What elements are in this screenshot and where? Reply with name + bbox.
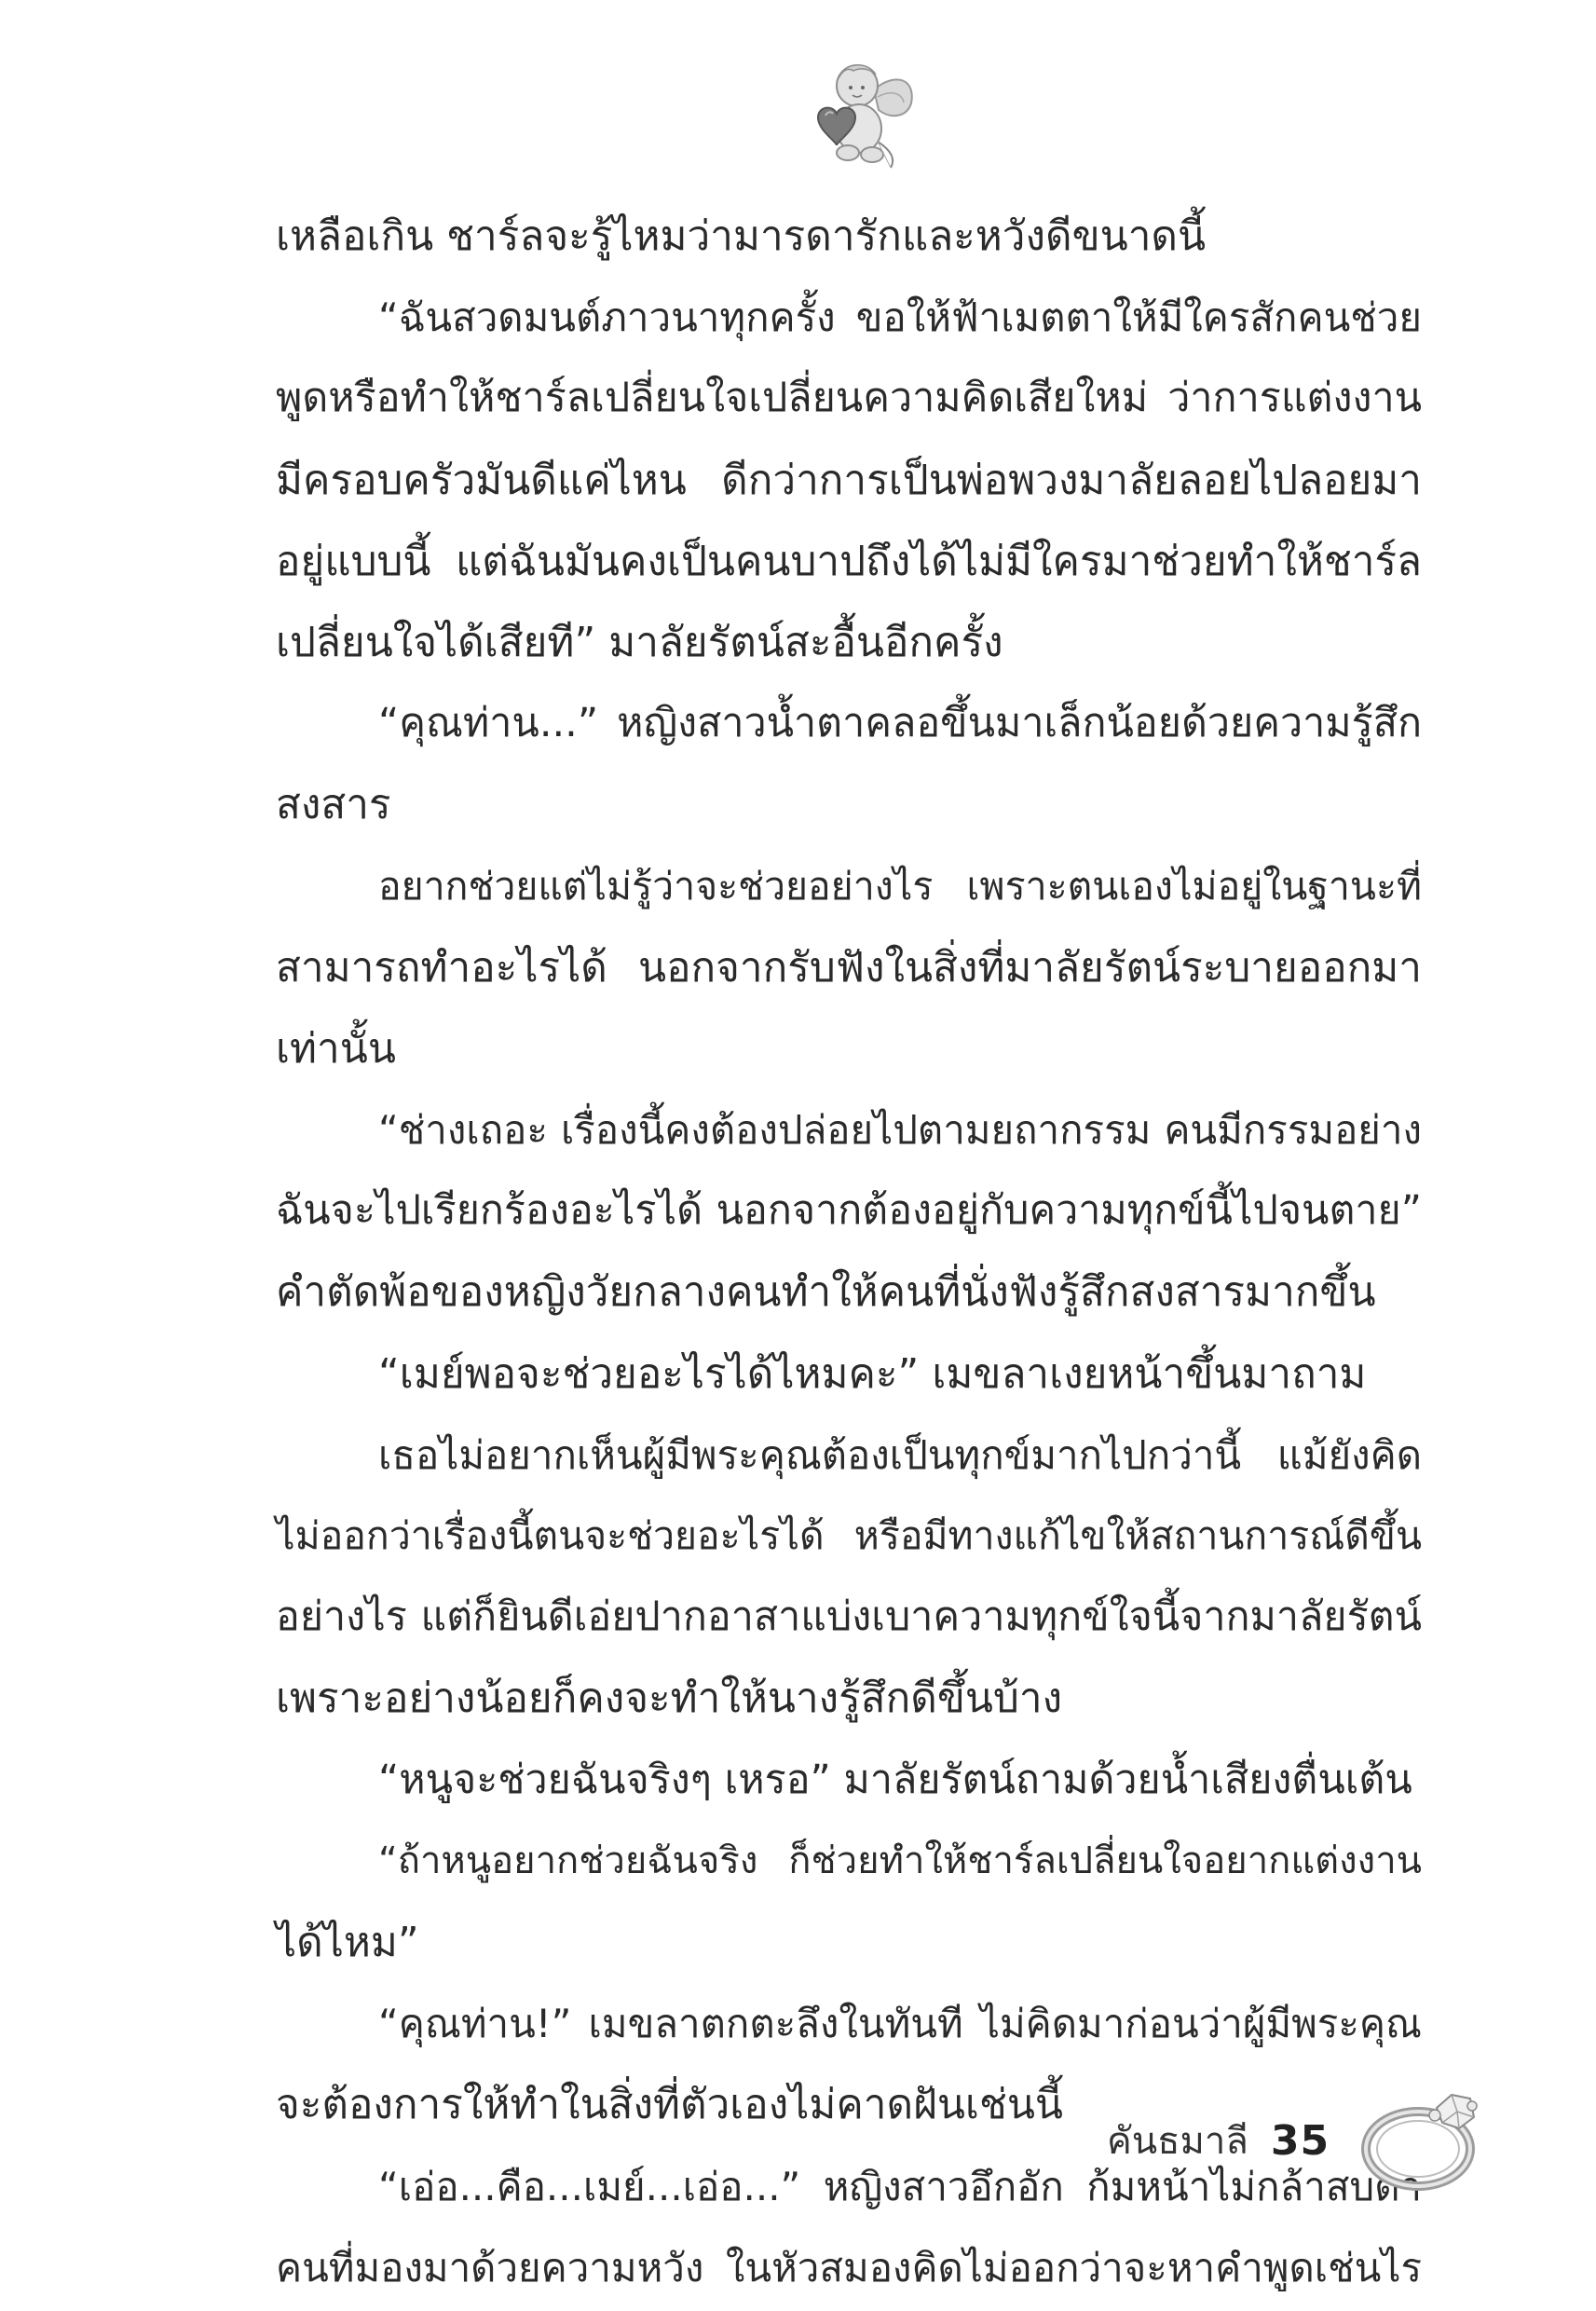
text-line: คำตัดพ้อของหญิงวัยกลางคนทำให้คนที่นั่งฟังรู้สึกสงสารมากขึ้น [276,1268,1376,1317]
text-line: เหลือเกิน ชาร์ลจะรู้ไหมว่ามารดารักและหวังดีขนาดนี้ [276,212,1207,260]
text-line: สงสาร [276,781,391,829]
text-line: อยู่แบบนี้ แต่ฉันมันคงเป็นคนบาปถึงได้ไม่มีใครมาช่วยทำให้ชาร์ล [276,537,1422,585]
text-line: อย่างไร แต่ก็ยินดีเอ่ยปากอาสาแบ่งเบาความทุกข์ใจนี้จากมาลัยรัตน์ [276,1593,1422,1641]
text-line: “คุณท่าน...” หญิงสาวน้ำตาคลอขึ้นมาเล็กน้อยด้วยความรู้สึก [378,700,1422,747]
text-line: มีครอบครัวมันดีแค่ไหน ดีกว่าการเป็นพ่อพวงมาลัยลอยไปลอยมา [276,456,1422,504]
text-line: “คุณท่าน!” เมขลาตกตะลึงในทันที ไม่คิดมาก่อนว่าผู้มีพระคุณ [378,2001,1422,2047]
text-line: เพราะอย่างน้อยก็คงจะทำให้นางรู้สึกดีขึ้นบ้าง [276,1675,1063,1723]
text-line: ไม่ออกว่าเรื่องนี้ตนจะช่วยอะไรได้ หรือมีทางแก้ไขให้สถานการณ์ดีขึ้น [276,1513,1422,1558]
book-title: คันธมาลี [1107,2120,1248,2163]
text-line: “ฉันสวดมนต์ภาวนาทุกครั้ง ขอให้ฟ้าเมตตาให้มีใครสักคนช่วย [378,294,1422,341]
text-line: “ช่างเถอะ เรื่องนี้คงต้องปล่อยไปตามยถากรรม คนมีกรรมอย่าง [378,1107,1422,1154]
text-line: จะต้องการให้ทำในสิ่งที่ตัวเองไม่คาดฝันเช่นนี้ [276,2081,1063,2129]
text-line: เธอไม่อยากเห็นผู้มีพระคุณต้องเป็นทุกข์มากไปกว่านี้ แม้ยังคิด [378,1431,1422,1478]
text-line: อยากช่วยแต่ไม่รู้ว่าจะช่วยอย่างไร เพราะตนเองไม่อยู่ในฐานะที่ [378,863,1422,909]
cupid-holding-heart-icon [781,52,921,173]
body-text [276,196,1422,2308]
page-number: 35 [1270,2116,1330,2165]
diamond-ring-icon [1351,2071,1491,2201]
text-line: สามารถทำอะไรได้ นอกจากรับฟังในสิ่งที่มาลัยรัตน์ระบายออกมา [276,943,1422,991]
text-line: เท่านั้น [276,1024,396,1073]
text-line: เปลี่ยนใจได้เสียที” มาลัยรัตน์สะอื้นอีกครั้ง [276,618,1003,666]
text-line: พูดหรือทำให้ชาร์ลเปลี่ยนใจเปลี่ยนความคิดเสียใหม่ ว่าการแต่งงาน [276,375,1422,422]
text-line: “เอ่อ...คือ...เมย์...เอ่อ...” หญิงสาวอึกอัก ก้มหน้าไม่กล้าสบตา [378,2163,1422,2209]
text-line: ได้ไหม” [276,1918,419,1966]
text-line: “เมย์พอจะช่วยอะไรได้ไหมคะ” เมขลาเงยหน้าขึ้นมาถาม [378,1349,1367,1398]
page-footer [1107,2108,1330,2173]
text-line: “หนูจะช่วยฉันจริงๆ เหรอ” มาลัยรัตน์ถามด้วยน้ำเสียงตื่นเต้น [378,1756,1412,1803]
text-line: “ถ้าหนูอยากช่วยฉันจริง ก็ช่วยทำให้ชาร์ลเปลี่ยนใจอยากแต่งงาน [378,1839,1422,1882]
text-line: คนที่มองมาด้วยความหวัง ในหัวสมองคิดไม่ออกว่าจะหาคำพูดเช่นไร [276,2244,1422,2290]
text-line: ฉันจะไปเรียกร้องอะไรได้ นอกจากต้องอยู่กับความทุกข์นี้ไปจนตาย” [276,1187,1422,1235]
